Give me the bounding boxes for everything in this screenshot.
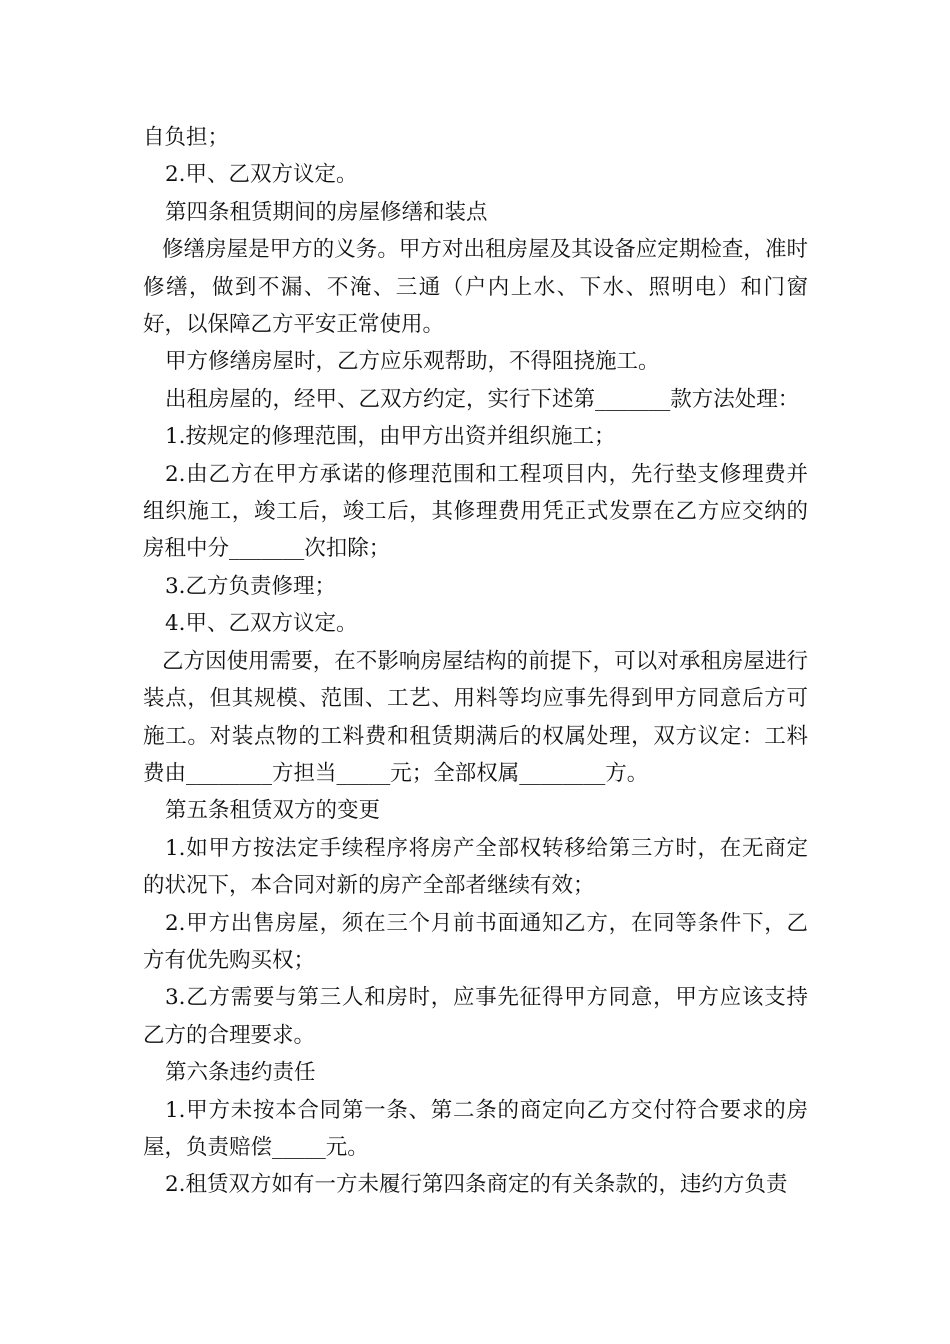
paragraph-item: 1.按规定的修理范围，由甲方出资并组织施工； (165, 424, 616, 450)
paragraph-decoration: 乙方因使用需要，在不影响房屋结构的前提下，可以对承租房屋进行装点，但其规模、范围、工艺、用料等均应事先得到甲方同意后方可施工。对装点物的工料费和租赁期满后的权属处理，双方议定：工料费由________方担当_____元；全部权属________方。 (143, 648, 808, 786)
paragraph-item: 2.甲方出售房屋，须在三个月前书面通知乙方，在同等条件下，乙方有优先购买权； (143, 910, 808, 973)
section-heading-article-5: 第五条租赁双方的变更 (165, 798, 381, 824)
paragraph-repair-duty: 修缮房屋是甲方的义务。甲方对出租房屋及其设备应定期检查，准时修缮，做到不漏、不淹、三通（户内上水、下水、照明电）和门窗好，以保障乙方平安正常使用。 (143, 237, 808, 338)
paragraph-repair-method: 出租房屋的，经甲、乙双方约定，实行下述第_______款方法处理： (165, 386, 800, 412)
paragraph-item: 4.甲、乙双方议定。 (165, 611, 358, 637)
paragraph-item: 2.甲、乙双方议定。 (165, 162, 358, 188)
paragraph-item: 1.甲方未按本合同第一条、第二条的商定向乙方交付符合要求的房屋，负责赔偿_____元。 (143, 1097, 808, 1160)
paragraph-item: 2.租赁双方如有一方未履行第四条商定的有关条款的，违约方负责 (165, 1172, 788, 1198)
paragraph-item: 1.如甲方按法定手续程序将房产全部权转移给第三方时，在无商定的状况下，本合同对新的房产全部者继续有效； (143, 835, 808, 899)
paragraph-repair-assist: 甲方修缮房屋时，乙方应乐观帮助，不得阻挠施工。 (165, 349, 660, 375)
section-heading-article-4: 第四条租赁期间的房屋修缮和装点 (165, 199, 488, 225)
paragraph-continuation: 自负担； (143, 125, 230, 150)
paragraph-item: 3.乙方负责修理； (165, 573, 337, 599)
document-body (143, 119, 808, 1204)
paragraph-item: 3.乙方需要与第三人和房时，应事先征得甲方同意，甲方应该支持乙方的合理要求。 (143, 985, 808, 1048)
section-heading-article-6: 第六条违约责任 (165, 1060, 316, 1086)
paragraph-item: 2.由乙方在甲方承诺的修理范围和工程项目内，先行垫支修理费并组织施工，竣工后，竣工后，其修理费用凭正式发票在乙方应交纳的房租中分_______次扣除； (143, 461, 808, 562)
